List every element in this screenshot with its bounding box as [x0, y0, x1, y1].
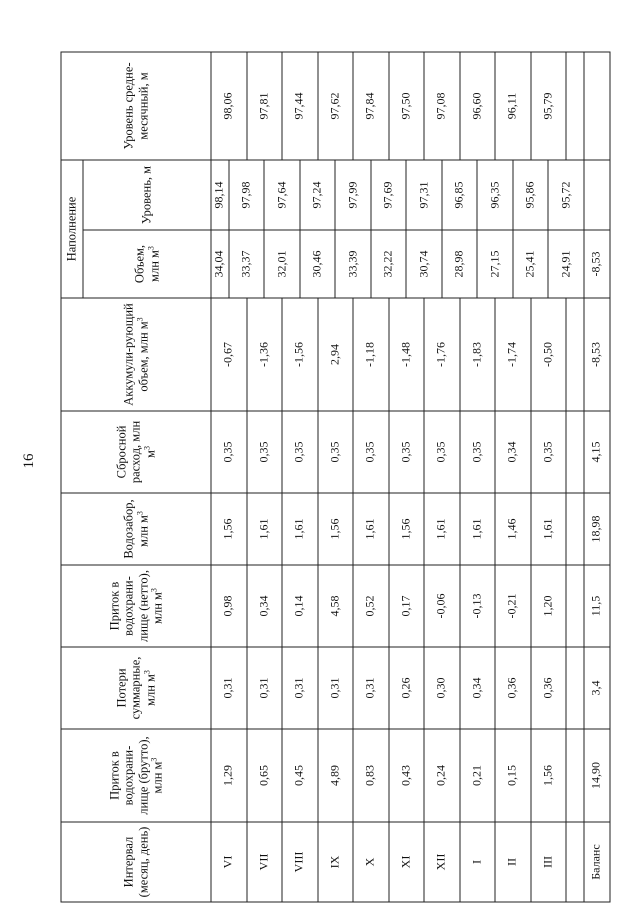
cell-monthly-level: 95,79	[530, 52, 566, 160]
cell-level: 96,85	[441, 160, 477, 230]
cell-discharge: 0,34	[495, 411, 531, 493]
page-number: 16	[21, 453, 37, 469]
cell-losses: 0,34	[459, 647, 495, 729]
reservoir-balance-table	[60, 51, 610, 902]
cell-monthly-level: 97,62	[317, 52, 353, 160]
cell-volume: 34,04	[211, 230, 229, 298]
header-discharge: Сбросной расход, млн $м^3$	[61, 411, 211, 493]
cell-inflow-gross: 0,65	[246, 729, 282, 822]
cell-losses: 0,30	[424, 647, 460, 729]
cell-losses: 0,31	[211, 647, 247, 729]
cell-inflow-net: 1,20	[530, 565, 566, 647]
cell-discharge	[566, 411, 584, 493]
cell-volume: 33,37	[228, 230, 264, 298]
cell-inflow-gross: 1,56	[530, 729, 566, 822]
cell-losses: 0,31	[317, 647, 353, 729]
cell-monthly-level: 98,06	[211, 52, 247, 160]
cell-discharge: 0,35	[353, 411, 389, 493]
cell-level: 97,99	[335, 160, 371, 230]
header-inflow-net: Приток в водохрани-лище (нетто), млн $м^3$	[61, 565, 211, 647]
header-losses: Потери суммарные, млн $м^3$	[61, 647, 211, 729]
cell-withdrawal: 1,61	[530, 493, 566, 565]
cell-monthly-level	[566, 52, 584, 160]
cell-discharge: 0,35	[211, 411, 247, 493]
cell-inflow-gross	[566, 729, 584, 822]
cell-inflow-net	[566, 565, 584, 647]
cell-interval	[566, 822, 584, 902]
cell-withdrawal: 18,98	[583, 493, 609, 565]
cell-discharge: 0,35	[459, 411, 495, 493]
cell-discharge: 0,35	[530, 411, 566, 493]
header-volume: Объем, млн $м^3$	[83, 230, 211, 298]
cell-withdrawal: 1,56	[388, 493, 424, 565]
cell-losses: 0,26	[388, 647, 424, 729]
header-interval: Интервал (месяц, день)	[61, 822, 211, 902]
cell-interval: VII	[246, 822, 282, 902]
header-inflow-gross: Приток в водохрани-лище (брутто), млн $м^3$	[61, 729, 211, 822]
cell-volume: 25,41	[512, 230, 548, 298]
cell-inflow-gross: 4,89	[317, 729, 353, 822]
cell-interval: XI	[388, 822, 424, 902]
cell-monthly-level: 96,60	[459, 52, 495, 160]
cell-volume: 30,74	[406, 230, 442, 298]
header-withdrawal: Водозабор, млн $м^3$	[61, 493, 211, 565]
cell-accumulating: -1,48	[388, 298, 424, 411]
cell-volume: 32,01	[264, 230, 300, 298]
cell-accumulating: -1,83	[459, 298, 495, 411]
cell-volume: 28,98	[441, 230, 477, 298]
cell-discharge: 0,35	[246, 411, 282, 493]
cell-withdrawal: 1,61	[459, 493, 495, 565]
cell-interval: IX	[317, 822, 353, 902]
cell-level	[583, 160, 609, 230]
cell-accumulating: -1,74	[495, 298, 531, 411]
balance-row	[583, 52, 609, 902]
cell-level: 97,69	[370, 160, 406, 230]
cell-interval: II	[495, 822, 531, 902]
cell-inflow-net: -0,21	[495, 565, 531, 647]
cell-interval: X	[353, 822, 389, 902]
cell-inflow-net: 0,17	[388, 565, 424, 647]
cell-withdrawal: 1,56	[317, 493, 353, 565]
cell-inflow-net: -0,06	[424, 565, 460, 647]
header-group-filling: Наполнение	[61, 160, 83, 298]
cell-discharge: 4,15	[583, 411, 609, 493]
cell-volume: 30,46	[299, 230, 335, 298]
cell-inflow-gross: 0,43	[388, 729, 424, 822]
cell-level: 97,64	[264, 160, 300, 230]
cell-monthly-level: 96,11	[495, 52, 531, 160]
table-rotated-container	[60, 52, 605, 902]
header-monthly-level: Уровень средне-месячный, м	[61, 52, 211, 160]
header-accumulating: Аккумули-рующий объем, млн $м^3$	[61, 298, 211, 411]
cell-monthly-level: 97,44	[282, 52, 318, 160]
cell-inflow-net: 11,5	[583, 565, 609, 647]
cell-volume: -8,53	[583, 230, 609, 298]
cell-interval: VI	[211, 822, 247, 902]
cell-withdrawal: 1,61	[246, 493, 282, 565]
cell-inflow-net: 0,34	[246, 565, 282, 647]
cell-interval: Баланс	[583, 822, 609, 902]
cell-level: 98,14	[211, 160, 229, 230]
cell-withdrawal: 1,61	[424, 493, 460, 565]
cell-inflow-net: -0,13	[459, 565, 495, 647]
cell-losses	[566, 647, 584, 729]
cell-monthly-level: 97,81	[246, 52, 282, 160]
cell-losses: 0,31	[282, 647, 318, 729]
cell-discharge: 0,35	[282, 411, 318, 493]
cell-accumulating: -1,76	[424, 298, 460, 411]
cell-inflow-gross: 0,83	[353, 729, 389, 822]
cell-accumulating: -0,50	[530, 298, 566, 411]
cell-inflow-gross: 0,21	[459, 729, 495, 822]
cell-losses: 0,31	[353, 647, 389, 729]
cell-losses: 3,4	[583, 647, 609, 729]
cell-accumulating: -8,53	[583, 298, 609, 411]
cell-inflow-net: 0,52	[353, 565, 389, 647]
cell-level: 95,86	[512, 160, 548, 230]
cell-inflow-gross: 14,90	[583, 729, 609, 822]
cell-inflow-gross: 0,24	[424, 729, 460, 822]
cell-interval: I	[459, 822, 495, 902]
cell-level: 97,31	[406, 160, 442, 230]
cell-level: 95,72	[548, 160, 584, 230]
cell-level: 97,98	[228, 160, 264, 230]
cell-inflow-gross: 0,45	[282, 729, 318, 822]
cell-withdrawal: 1,61	[282, 493, 318, 565]
cell-accumulating	[566, 298, 584, 411]
table-body	[211, 52, 610, 902]
cell-volume: 33,39	[335, 230, 371, 298]
cell-withdrawal: 1,56	[211, 493, 247, 565]
cell-volume: 27,15	[477, 230, 513, 298]
cell-withdrawal	[566, 493, 584, 565]
header-level: Уровень, м	[83, 160, 211, 230]
cell-inflow-net: 0,14	[282, 565, 318, 647]
cell-inflow-gross: 0,15	[495, 729, 531, 822]
cell-discharge: 0,35	[424, 411, 460, 493]
cell-monthly-level: 97,50	[388, 52, 424, 160]
cell-discharge: 0,35	[317, 411, 353, 493]
cell-accumulating: 2,94	[317, 298, 353, 411]
cell-losses: 0,36	[530, 647, 566, 729]
cell-inflow-net: 4,58	[317, 565, 353, 647]
cell-accumulating: -1,36	[246, 298, 282, 411]
cell-monthly-level	[583, 52, 609, 160]
cell-interval: III	[530, 822, 566, 902]
cell-level: 96,35	[477, 160, 513, 230]
cell-withdrawal: 1,61	[353, 493, 389, 565]
cell-losses: 0,36	[495, 647, 531, 729]
cell-inflow-gross: 1,29	[211, 729, 247, 822]
cell-accumulating: -1,18	[353, 298, 389, 411]
cell-monthly-level: 97,84	[353, 52, 389, 160]
table-row	[211, 52, 229, 902]
cell-losses: 0,31	[246, 647, 282, 729]
cell-inflow-net: 0,98	[211, 565, 247, 647]
cell-discharge: 0,35	[388, 411, 424, 493]
cell-accumulating: -1,56	[282, 298, 318, 411]
cell-monthly-level: 97,08	[424, 52, 460, 160]
cell-volume: 32,22	[370, 230, 406, 298]
cell-level: 97,24	[299, 160, 335, 230]
cell-withdrawal: 1,46	[495, 493, 531, 565]
cell-interval: XII	[424, 822, 460, 902]
cell-accumulating: -0,67	[211, 298, 247, 411]
cell-volume: 24,91	[548, 230, 584, 298]
cell-interval: VIII	[282, 822, 318, 902]
